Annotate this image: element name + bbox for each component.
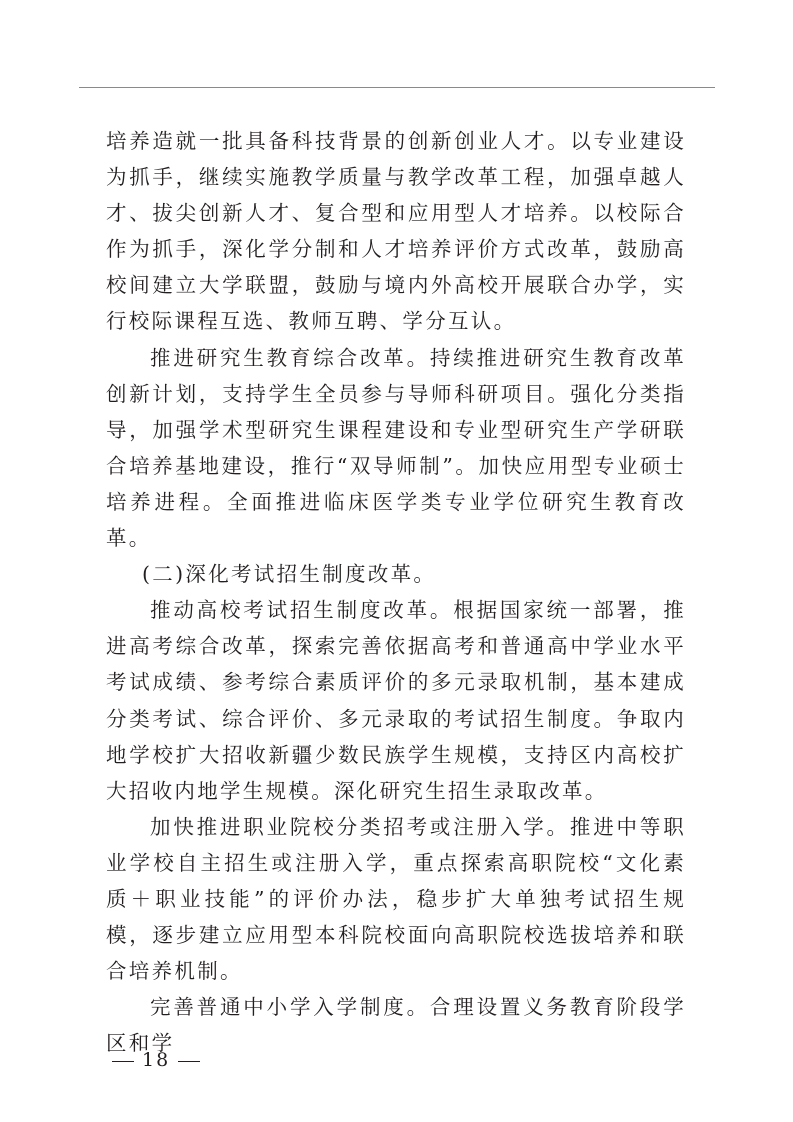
page-number-left-dash bbox=[112, 1061, 134, 1062]
document-body bbox=[106, 123, 686, 1061]
paragraph-talent-cultivation: 培养造就一批具备科技背景的创新创业人才。以专业建设为抓手，继续实施教学质量与教学改革工程，加强卓越人才、拔尖创新人才、复合型和应用型人才培养。以校际合作为抓手，深化学分制和人才培养评价方式改革，鼓励高校间建立大学联盟，鼓励与境内外高校开展联合办学，实行校际课程互选、教师互聘、学分互认。 bbox=[106, 129, 686, 334]
paragraph-university-exam-reform: 推动高校考试招生制度改革。根据国家统一部署，推进高考综合改革，探索完善依据高考和普通高中学业水平考试成绩、参考综合素质评价的多元录取机制，基本建成分类考试、综合评价、多元录取的考试招生制度。争取内地学校扩大招收新疆少数民族学生规模，支持区内高校扩大招收内地学生规模。深化研究生招生录取改革。 bbox=[106, 598, 686, 803]
page-number-right-dash bbox=[178, 1061, 200, 1062]
paragraph-graduate-education-reform: 推进研究生教育综合改革。持续推进研究生教育改革创新计划，支持学生全员参与导师科研项目。强化分类指导，加强学术型研究生课程建设和专业型研究生产学研联合培养基地建设，推行“双导师制”。加快应用型专业硕士培养进程。全面推进临床医学类专业学位研究生教育改革。 bbox=[106, 345, 686, 551]
paragraph-vocational-enrollment: 加快推进职业院校分类招考或注册入学。推进中等职业学校自主招生或注册入学，重点探索高职院校“文化素质＋职业技能”的评价办法，稳步扩大单独考试招生规模，逐步建立应用型本科院校面向高职院校选拔培养和联合培养机制。 bbox=[106, 814, 686, 984]
header-rule bbox=[79, 87, 715, 88]
paragraph-school-admission: 完善普通中小学入学制度。合理设置义务教育阶段学区和学 bbox=[106, 995, 686, 1056]
section-heading-exam-enrollment: (二)深化考试招生制度改革。 bbox=[142, 562, 437, 587]
page-number-value: 18 bbox=[142, 1049, 171, 1071]
page-number bbox=[104, 1048, 208, 1072]
